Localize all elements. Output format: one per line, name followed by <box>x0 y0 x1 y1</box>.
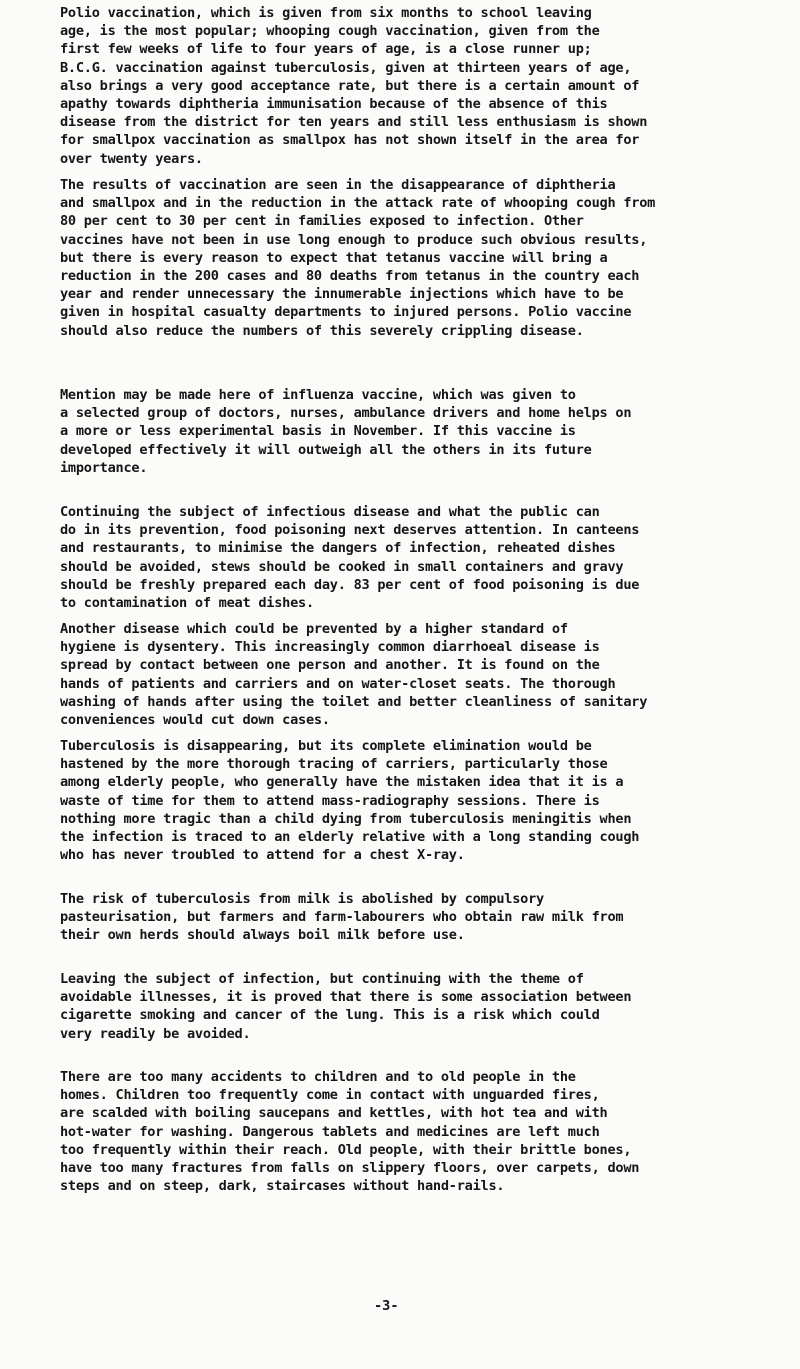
paragraph-smoking-cancer: Leaving the subject of infection, but continuing with the theme of avoidable illnesses, it is proved that there is some association between cigarette smoking and cancer of the lung. This is a risk which could very readily be avoided. <box>60 971 632 1042</box>
paragraph-vaccination-results: The results of vaccination are seen in the disappearance of diphtheria and smallpox and in the reduction in the attack rate of whooping cough from 80 per cent to 30 per cent in families exposed to infection. Other vaccines have not been in use long enough to produce such obvious results, but there is every reason to expect that tetanus vaccine will bring a reduction in the 200 cases and 80 deaths from tetanus in the country each year and render unnecessary the innumerable injections which have to be given in hospital casualty departments to injured persons. Polio vaccine should also reduce the numbers of this severely crippling disease. <box>60 177 656 339</box>
paragraph-home-accidents: There are too many accidents to children and to old people in the homes. Children too frequently come in contact with unguarded fires, are scalded with boiling saucepans and kettles, with hot tea and with hot-water for washing. Dangerous tablets and medicines are left much too frequently within their reach. Old people, with their brittle bones, have too many fractures from falls on slippery floors, over carpets, down steps and on steep, dark, staircases without hand-rails. <box>60 1069 640 1195</box>
paragraph-polio-vaccination: Polio vaccination, which is given from six months to school leaving age, is the most popular; whooping cough vaccination, given from the first few weeks of life to four years of age, is a close runner up; B.C.G. vaccination against tuberculosis, given at thirteen years of age, also brings a very good acceptance rate, but there is a certain amount of apathy towards diphtheria immunisation because of the absence of this disease from the district for ten years and still less enthusiasm is shown for smallpox vaccination as smallpox has not shown itself in the area for over twenty years. <box>60 5 648 167</box>
page-number: -3- <box>374 1298 399 1314</box>
paragraph-dysentery: Another disease which could be prevented by a higher standard of hygiene is dysentery. This increasingly common diarrhoeal disease is spread by contact between one person and another. It is found on the hands of patients and carriers and on water-closet seats. The thorough washing of hands after using the toilet and better cleanliness of sanitary conveniences would cut down cases. <box>60 621 648 729</box>
paragraph-tuberculosis: Tuberculosis is disappearing, but its complete elimination would be hastened by the more thorough tracing of carriers, particularly those among elderly people, who generally have the mistaken idea that it is a waste of time for them to attend mass-radiography sessions. There is nothing more tragic than a child dying from tuberculosis meningitis when the infection is traced to an elderly relative with a long standing cough who has never troubled to attend for a chest X-ray. <box>60 738 640 864</box>
paragraph-food-poisoning: Continuing the subject of infectious disease and what the public can do in its prevention, food poisoning next deserves attention. In canteens and restaurants, to minimise the dangers of infection, reheated dishes should be avoided, stews should be cooked in small containers and gravy should be freshly prepared each day. 83 per cent of food poisoning is due to contamination of meat dishes. <box>60 504 640 612</box>
paragraph-influenza-vaccine: Mention may be made here of influenza vaccine, which was given to a selected group of doctors, nurses, ambulance drivers and home helps on a more or less experimental basis in November. If this vaccine is developed effectively it will outweigh all the others in its future importance. <box>60 387 632 476</box>
paragraph-milk-tuberculosis: The risk of tuberculosis from milk is abolished by compulsory pasteurisation, but farmers and farm-labourers who obtain raw milk from their own herds should always boil milk before use. <box>60 891 624 944</box>
